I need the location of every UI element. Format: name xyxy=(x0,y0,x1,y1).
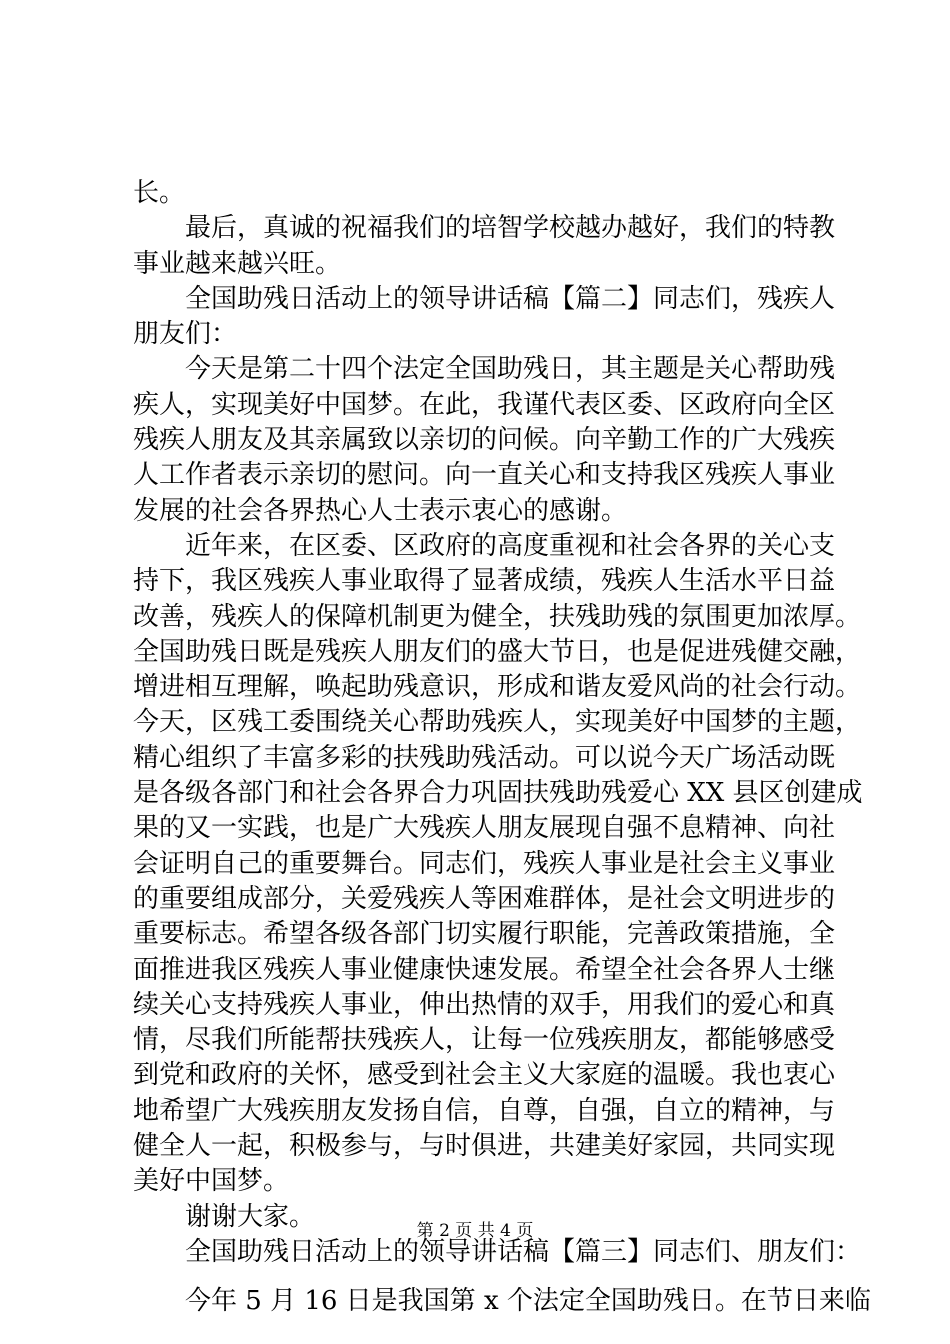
text-line: 残疾人朋友及其亲属致以亲切的问候。向辛勤工作的广大残疾 xyxy=(133,425,836,456)
text-line: 改善，残疾人的保障机制更为健全，扶残助残的氛围更加浓厚。 xyxy=(133,601,862,632)
text-line: 人工作者表示亲切的慰问。向一直关心和支持我区残疾人事业 xyxy=(133,460,836,491)
text-line: 面推进我区残疾人事业健康快速发展。希望全社会各界人士继 xyxy=(133,954,836,985)
text-line: 地希望广大残疾朋友发扬自信，自尊，自强，自立的精神，与 xyxy=(133,1095,836,1126)
text-line: 增进相互理解，唤起助残意识，形成和谐友爱风尚的社会行动。 xyxy=(133,672,862,703)
document-body xyxy=(133,176,871,1320)
text-line: 谢谢大家。 xyxy=(185,1201,316,1232)
text-line: 果的又一实践，也是广大残疾人朋友展现自强不息精神、向社 xyxy=(133,813,836,844)
text-line: 情，尽我们所能帮扶残疾人，让每一位残疾朋友，都能够感受 xyxy=(133,1025,836,1056)
text-line: 事业越来越兴旺。 xyxy=(133,248,342,279)
page-footer: 第 2 页 共 4 页 xyxy=(416,1221,534,1241)
text-line: 重要标志。希望各级各部门切实履行职能，完善政策措施，全 xyxy=(133,919,836,950)
text-line: 发展的社会各界热心人士表示衷心的感谢。 xyxy=(133,495,628,526)
text-line: 全国助残日既是残疾人朋友们的盛大节日，也是促进残健交融， xyxy=(133,636,862,667)
text-line: 近年来，在区委、区政府的高度重视和社会各界的关心支 xyxy=(185,530,836,561)
text-line: 今天，区残工委围绕关心帮助残疾人，实现美好中国梦的主题， xyxy=(133,707,862,738)
text-line: 是各级各部门和社会各界合力巩固扶残助残爱心 XX 县区创建成 xyxy=(133,778,863,809)
text-line: 持下，我区残疾人事业取得了显著成绩，残疾人生活水平日益 xyxy=(133,566,836,597)
text-line: 健全人一起，积极参与，与时俱进，共建美好家园，共同实现 xyxy=(133,1131,836,1162)
text-line: 今年 5 月 16 日是我国第 x 个法定全国助残日。在节日来临 xyxy=(185,1286,871,1317)
text-line: 最后，真诚的祝福我们的培智学校越办越好，我们的特教 xyxy=(185,213,836,244)
text-line: 今天是第二十四个法定全国助残日，其主题是关心帮助残 xyxy=(185,354,836,385)
text-line: 美好中国梦。 xyxy=(133,1166,290,1197)
text-line: 全国助残日活动上的领导讲话稿【篇二】同志们，残疾人 xyxy=(185,283,836,314)
text-line: 到党和政府的关怀，感受到社会主义大家庭的温暖。我也衷心 xyxy=(133,1060,836,1091)
text-line: 续关心支持残疾人事业，伸出热情的双手，用我们的爱心和真 xyxy=(133,989,836,1020)
text-line: 朋友们： xyxy=(133,319,238,350)
text-line: 会证明自己的重要舞台。同志们，残疾人事业是社会主义事业 xyxy=(133,848,836,879)
text-line: 精心组织了丰富多彩的扶残助残活动。可以说今天广场活动既 xyxy=(133,742,836,773)
text-line: 全国助残日活动上的领导讲话稿【篇三】同志们、朋友们： xyxy=(185,1236,862,1267)
text-line: 长。 xyxy=(133,178,186,208)
text-line: 疾人，实现美好中国梦。在此，我谨代表区委、区政府向全区 xyxy=(133,389,836,420)
text-line: 的重要组成部分，关爱残疾人等困难群体，是社会文明进步的 xyxy=(133,883,836,914)
paragraph-gap xyxy=(133,1270,833,1284)
